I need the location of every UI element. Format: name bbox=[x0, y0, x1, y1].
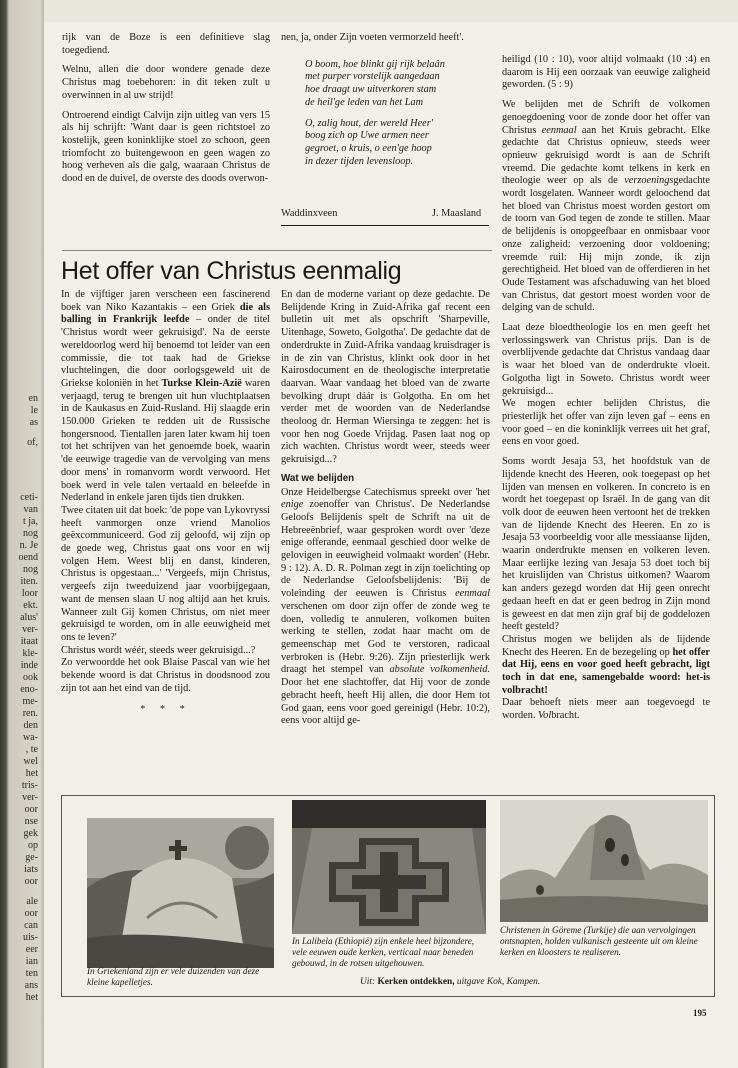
previous-page-fragment: uis- bbox=[23, 932, 38, 943]
previous-page-fragment: het bbox=[25, 992, 38, 1003]
top-column-1 bbox=[62, 32, 270, 193]
previous-page-fragment: ceti- bbox=[20, 492, 38, 503]
previous-page-fragment: as bbox=[29, 417, 38, 428]
page-number: 195 bbox=[693, 1008, 707, 1018]
previous-page-fragment: ver- bbox=[22, 624, 38, 635]
previous-page-fragment: alus' bbox=[20, 612, 38, 623]
article-paragraph: Laat deze bloedtheologie los en men geeft het verlossingswerk van Christus prijs. Dan is de overblijvende gedachte dat Christus vandaag daar is waar het bloed van de onderdrukte vloeit. Golgotha ligt in Soweto. Christus wordt weer gekruisigd... bbox=[502, 322, 710, 397]
previous-page-fragment: inde bbox=[20, 660, 38, 671]
section-divider bbox=[62, 250, 492, 251]
photo-greek-chapel bbox=[87, 818, 274, 968]
signature-place: Waddinxveen bbox=[281, 208, 338, 219]
previous-page-fragment: le bbox=[30, 405, 38, 416]
article-column-2 bbox=[281, 289, 490, 728]
previous-page-fragment: op bbox=[28, 840, 38, 851]
previous-page-fragment: ten bbox=[25, 968, 38, 979]
previous-page-fragment: ekt. bbox=[23, 600, 38, 611]
previous-page-fragment: wel bbox=[23, 756, 38, 767]
caption-goreme: Christenen in Göreme (Turkije) die aan vervolgingen ontsnapten, holden vulkanisch gesteente uit om kleine kerken en kloosters te realiseren. bbox=[500, 925, 698, 957]
poem-stanza-1 bbox=[305, 59, 489, 110]
photo-goreme bbox=[500, 800, 708, 922]
poem-stanza-2 bbox=[305, 118, 489, 169]
photo-credit: Uit: Kerken ontdekken, uitgave Kok, Kampen. bbox=[360, 977, 541, 987]
previous-page-fragment: ook bbox=[23, 672, 38, 683]
poem-line: de heil'ge leden van het Lam bbox=[305, 96, 424, 108]
article-paragraph: Christus wordt wéér, steeds weer gekruisigd...? bbox=[61, 644, 256, 656]
previous-page-fragment: oor bbox=[24, 804, 38, 815]
previous-page-fragment: loor bbox=[21, 588, 38, 599]
previous-page-fragment: tris- bbox=[21, 780, 38, 791]
article-column-1 bbox=[61, 289, 270, 716]
previous-page-fragment: of, bbox=[27, 437, 38, 448]
article-paragraph: Christus mogen we belijden als de lijdende Knecht des Heeren. En de bezegeling op het offer dat Hij, eens en voor goed heeft gebracht, ligt toch in dat ene, samengebalde woord: het-is volbracht! bbox=[502, 633, 710, 696]
previous-page-fragment: oend bbox=[18, 552, 38, 563]
previous-page-fragment: kle- bbox=[22, 648, 38, 659]
previous-page-fragment: nse bbox=[24, 816, 38, 827]
previous-page-fragment: iten. bbox=[20, 576, 38, 587]
article-paragraph: Daar behoeft niets meer aan toegevoegd te worden. Volbracht. bbox=[502, 697, 710, 722]
article-paragraph: Onze Heidelbergse Catechismus spreekt over 'het enige zoenoffer van Christus'. De Nederlandse Geloofs Belijdenis spelt de Schrift na uit de Hebreeënbrief, waar gesproken wordt over 'deze enige offerande, eenmaal geschied door welke de gelovigen in eeuwigheid volmaakt worden' (Hebr. 9 : 12). A. D. R. Polman zegt in zijn toelichting op de Nederlandse Geloofsbelijdenis: 'Bij de voleinding der eeuwen is Christus eenmaal verschenen om door zijn offer de zonde weg te doen, volledig te annuleren, volkomen buiten werking te stellen, zodat haar macht om de gemeenschap met God te verstoren, radicaal verbroken is (Hebr. 9:26). Zijn priesterlijk werk draagt het stempel van absolute volkomenheid. Door het ene slachtoffer, dat Hij voor de zonde gebracht heeft, heeft Hij allen, die door Hem tot God gaan, eens voor goed gereinigd (Hebr. 10:2), eens voor altijd ge- bbox=[281, 486, 490, 727]
previous-page-fragment: me- bbox=[22, 696, 38, 707]
previous-page-fragment: oor bbox=[24, 908, 38, 919]
article-paragraph: We belijden met de Schrift de volkomen genoegdoening voor de zonde door het offer van Christus eenmaal aan het Kruis gebracht. Elke gedachte dat Christus opnieuw, steeds weer opnieuw gekruisigd wordt is aan de Schrift vreemd. Die gedachte komt telkens in kerk en theologie weer op als de verzoeningsgedachte wordt losgelaten. Wanneer wordt geloochend dat het bloed van Christus moest worden gestort om de toorn van God tegen de zonde te stillen. Maar de belijdenis is onopgeefbaar en onmisbaar voor onze zaligheid: verzoening door voldoening; vreemde ruil: Hij mijn zonde, ik zijn gerechtigheid. Het bloed van de offerdieren in het Oude Testament was afschaduwing van het bloed van Christus, dat gestort moest worden voor de delging van de schuld. bbox=[502, 99, 710, 314]
article-paragraph: Zo verwoordde het ook Blaise Pascal van wie het bekende woord is dat Christus in doodsnood zou zijn tot aan het eind van de tijd. bbox=[61, 657, 270, 694]
previous-page-fragment: den bbox=[23, 720, 38, 731]
previous-page-fragment: ian bbox=[25, 956, 38, 967]
previous-page-fragment: wa- bbox=[23, 732, 38, 743]
previous-page-fragment: ren. bbox=[22, 708, 38, 719]
caption-lalibela: In Lalibela (Ethiopië) zijn enkele heel bijzondere, vele eeuwen oude kerken, verticaal naar beneden gebouwd, in de rotsen uitgehouwen. bbox=[292, 936, 475, 968]
top-paragraph: Welnu, allen die door wondere genade deze Christus mag toebehoren: in dit teken zult u overwinnen in al uw strijd! bbox=[62, 64, 270, 101]
poem-line: in dezer tijden levensloop. bbox=[305, 155, 414, 167]
previous-page-fragment: ale bbox=[26, 896, 38, 907]
article-end-rule bbox=[281, 225, 489, 226]
previous-page-fragment: ver- bbox=[22, 792, 38, 803]
top-paragraph: rijk van de Boze is een definitieve slag toegediend. bbox=[62, 32, 270, 56]
subheading: Wat we belijden bbox=[281, 472, 355, 484]
caption-greece: In Griekenland zijn er vele duizenden van deze kleine kapelletjes. bbox=[87, 966, 260, 987]
poem-line: boog zich op Uwe armen neer bbox=[305, 130, 429, 142]
previous-page-fragment: n. Je bbox=[19, 540, 38, 551]
previous-page-fragment: gek bbox=[23, 828, 38, 839]
top-paragraph: Ontroerend eindigt Calvijn zijn uitleg van vers 15 als hij schrijft: 'Want daar is geen richtstoel zo kostelijk, geen koninklijke stoel zo schoon, geen triomfocht zo buitengewoon en geen wagen zo hoog verheven als die galg, waaraan Christus de dood en de duivel, de overste des doods overwon- bbox=[62, 109, 270, 185]
previous-page-fragment: nog bbox=[23, 564, 38, 575]
previous-page-fragment: , te bbox=[25, 744, 38, 755]
previous-page-fragment: ge- bbox=[25, 852, 38, 863]
previous-page-fragment: iats bbox=[24, 864, 38, 875]
article-paragraph: Twee citaten uit dat boek: 'de pope van Lykovryssi heeft vanmorgen onze vriend Manolios geëxcommuniceerd. God zij geloofd, wij zijn op de goede weg, Christus gaat ons voor en wij volgen Hem. Weest blij en danst, kinderen, Christus is opgestaan...' 'Vergeefs, mijn Christus, vergeefs zijn tweeduizend jaar voorbijgegaan, want de mensen slaan U nog altijd aan het kruis. Wanneer zult Gij komen Christus, om niet meer gekruisigd te worden, om in alle eeuwigheid met ons te leven?' bbox=[61, 504, 270, 643]
article-paragraph: In de vijftiger jaren verscheen een fascinerend boek van Niko Kazantakis – een Griek die als balling in Frankrijk leefde – onder de titel 'Christus wordt weer gekruisigd'. Na de eerste wereldoorlog werd hij benoemd tot leider van een commissie, die tot taak had de Griekse vluchtelingen, die door oorlogsgeweld uit de Griekse koloniën in het Turkse Klein-Azië waren verjaagd, terug te brengen uit hun vluchtplaatsen in de Kaukasus en Zuid-Rusland. Hij slaagde erin 150.000 Grieken te redden uit de Russische hongersnood. Tientallen jaren later kwam hij toen tot het schrijven van het genoemde boek, waarin 'de eeuwige tragedie van de vervolging van mens door mens' in romanvorm wordt verwoord. Het boek werd in vele talen vertaald en beleefde in Nederland in enkele jaren tijds tien drukken. bbox=[61, 289, 271, 504]
previous-page-fragment: itaat bbox=[20, 636, 38, 647]
photo-lalibela bbox=[292, 800, 486, 934]
article-paragraph: We mogen echter belijden Christus, die priesterlijk het offer van zijn leven gaf – eens en voor goed – en die koninklijk verrees uit het graf, eens en voor goed. bbox=[502, 398, 710, 448]
previous-page-fragment: eno- bbox=[20, 684, 38, 695]
top-column-2 bbox=[281, 32, 489, 176]
poem-line: met purper vorstelijk aangedaan bbox=[305, 71, 440, 83]
signature-author: J. Maasland bbox=[432, 208, 482, 219]
previous-page-fragment: nog bbox=[23, 528, 38, 539]
poem-line: hoe draagt uw uitverkoren stam bbox=[305, 84, 437, 96]
previous-page-fragment: t ja, bbox=[23, 516, 38, 527]
previous-page-fragment: oor bbox=[24, 876, 38, 887]
article-headline: Het offer van Christus eenmalig bbox=[61, 257, 402, 285]
article-paragraph: heiligd (10 : 10), voor altijd volmaakt (10 :4) en daarom is Hij een oorzaak van eeuwige zaligheid geworden. (5 : 9) bbox=[502, 54, 710, 91]
previous-page-fragment: can bbox=[24, 920, 38, 931]
previous-page-fragment: en bbox=[28, 393, 38, 404]
previous-page-fragment: het bbox=[25, 768, 38, 779]
previous-page-fragment: eer bbox=[25, 944, 38, 955]
article-paragraph: Soms wordt Jesaja 53, het hoofdstuk van de lijdende knecht des Heeren, ook toegepast op het lijden van mensen en volkeren. In concreto is en wordt het toegepast op Israël. In de gang van dit volk door de eeuwen heen vertoont het de trekken van de lijdende Knecht des Heeren. En zo is Jesaja 53 voorbeeldig voor alle messiaanse lijden, waarin onderdrukte mensen en volkeren leven. Maar eerlijke lezing van Jesaja 53 doet toch bij het kruislijden van Christus uitkomen? Waarom kan anders gezegd worden dat Hij geen onrecht gedaan heeft en dat er geen bedrog in Zijn mond is geweest en dat men zijn graf bij de goddelozen heeft gesteld? bbox=[502, 456, 710, 633]
previous-page-fragment: ans bbox=[24, 980, 38, 991]
poem-line: gegroet, o kruis, o een'ge hoop bbox=[305, 142, 432, 154]
section-break-stars: * * * bbox=[140, 703, 191, 715]
poem-line: O boom, hoe blinkt gij rijk belaân bbox=[305, 58, 445, 70]
article-column-3 bbox=[502, 54, 710, 723]
top-paragraph: nen, ja, onder Zijn voeten vermorzeld heeft'. bbox=[281, 32, 464, 43]
poem-line: O, zalig hout, der wereld Heer' bbox=[305, 117, 433, 129]
article-paragraph: En dan de moderne variant op deze gedachte. De Belijdende Kring in Zuid-Afrika gaf recent een bulletin uit met als opschrift 'Sharpeville, Uitenhage, Soweto, Golgotha'. De gedachte dat de onderdrukte in Zuid-Afrika vandaag kruisdrager is in de zin van Christus, klinkt ook door in het Kairosdocument en de theologische interpretatie daarvan. Waar vandaag het bloed van de zwarte bevolking drupt dáár is Golgotha. En om het verder met de woorden van de Nederlandse theoloog dr. Herman Wiersinga te zeggen: het is voor hen nog Goede Vrijdag. Pasen laat nog op zich wachten. Christus wordt weer, steeds weer gekruisigd...? bbox=[281, 289, 490, 466]
previous-page-fragment: van bbox=[23, 504, 38, 515]
